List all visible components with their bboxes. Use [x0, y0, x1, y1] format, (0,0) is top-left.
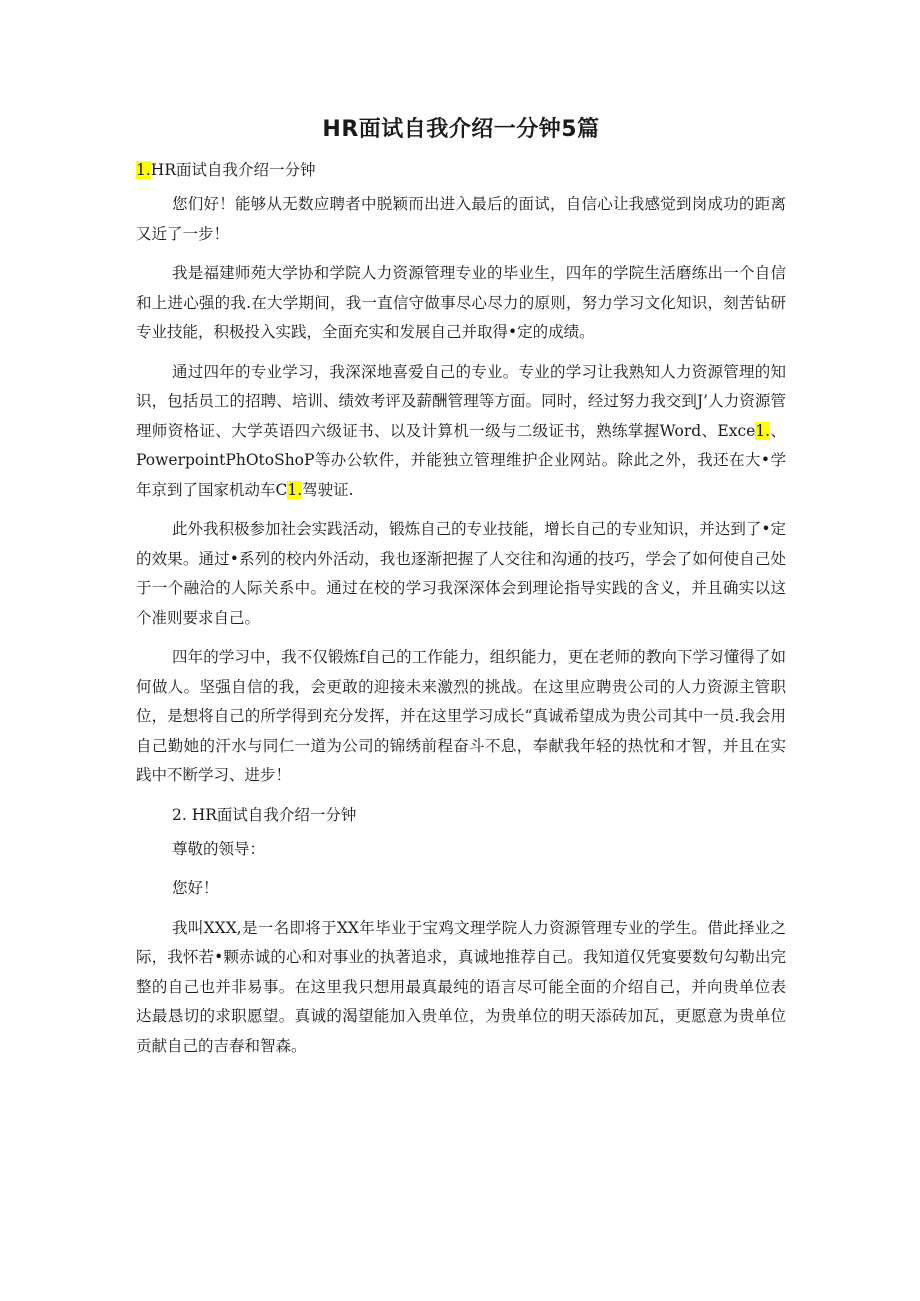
section-1-paragraph-2: 我是福建师苑大学协和学院人力资源管理专业的毕业生，四年的学院生活磨练出一个自信和上进心强的我.在大学期间，我一直信守做事尽心尽力的原则，努力学习文化知识，刻苦钻研专业技能，积极投入实践，全面充实和发展自己并取得•定的成绩。 — [136, 264, 786, 341]
section-1-heading — [136, 156, 786, 184]
section-2-greeting-1: 尊敬的领导： — [172, 839, 266, 858]
highlight-mark: 1. — [136, 161, 151, 179]
section-1-heading-text: HR面试自我介绍一分钟 — [150, 161, 316, 179]
section-2-paragraph-1: 我叫XXX,是一名即将于XX年毕业于宝鸡文理学院人力资源管理专业的学生。借此择业之际，我怀若•颗赤诚的心和对事业的执著追求，真诚地推荐自己。我知道仅凭宴要数句勾勒出完整的自己也并非易事。在这里我只想用最真最纯的语言尽可能全面的介绍自己，并向贵单位表达最恳切的求职愿望。真诚的渴望能加入贵单位，为贵单位的明天添砖加瓦，更愿意为贵单位贡献自己的吉春和智森。 — [136, 918, 786, 1055]
highlight-mark: 1. — [755, 421, 771, 440]
section-1-paragraph-3 — [136, 358, 786, 506]
document-title: HR面试自我介绍一分钟5篇 — [322, 117, 600, 142]
paragraph-3-text-b: 、PowerpointPhOtoShoP等办公软件，并能独立管理维护企业网站。除此之外，我还在大•学年京到了国家机动车C — [136, 421, 786, 499]
paragraph-3-text-a: 通过四年的专业学习，我深深地喜爱自己的专业。专业的学习让我熟知人力资源管理的知识，包括员工的招聘、培训、绩效考评及薪酬管理等方面。同时，经过努力我交到J’人力资源管理师资格证、大学英语四六级证书、以及计算机一级与二级证书，熟练掌握Word、Exce — [136, 362, 786, 440]
paragraph-3-text-c: 驾驶证. — [302, 480, 354, 499]
section-2-heading: 2. HR面试自我介绍一分钟 — [172, 805, 357, 824]
section-1-paragraph-4: 此外我积极参加社会实践活动，锻炼自己的专业技能，增长自己的专业知识，并达到了•定的效果。通过•系列的校内外活动，我也逐渐把握了人交往和沟通的技巧，学会了如何使自己处于一个融洽的人际关系中。通过在校的学习我深深体会到理论指导实践的含义，并且确实以这个准则要求自己。 — [136, 520, 786, 627]
document-page — [136, 112, 786, 1071]
section-1-paragraph-5: 四年的学习中，我不仅锻炼f自己的工作能力，组织能力，更在老师的教向下学习懂得了如何做人。坚强自信的我，会更敢的迎接未来激烈的挑战。在这里应聘贵公司的人力资源主管职位，是想将自己的所学得到充分发挥，并在这里学习成长“真诚希望成为贵公司其中一员.我会用自己勤她的汗水与同仁一道为公司的锦绣前程奋斗不息，奉献我年轻的热忱和才智，并且在实践中不断学习、进步！ — [136, 648, 786, 784]
highlight-mark: 1. — [287, 480, 303, 499]
section-1-paragraph-1: 您们好！能够从无数应聘者中脱颖而出进入最后的面试，自信心让我感觉到岗成功的距离又近了一步！ — [136, 195, 786, 243]
section-2-greeting-2: 您好！ — [172, 879, 219, 897]
